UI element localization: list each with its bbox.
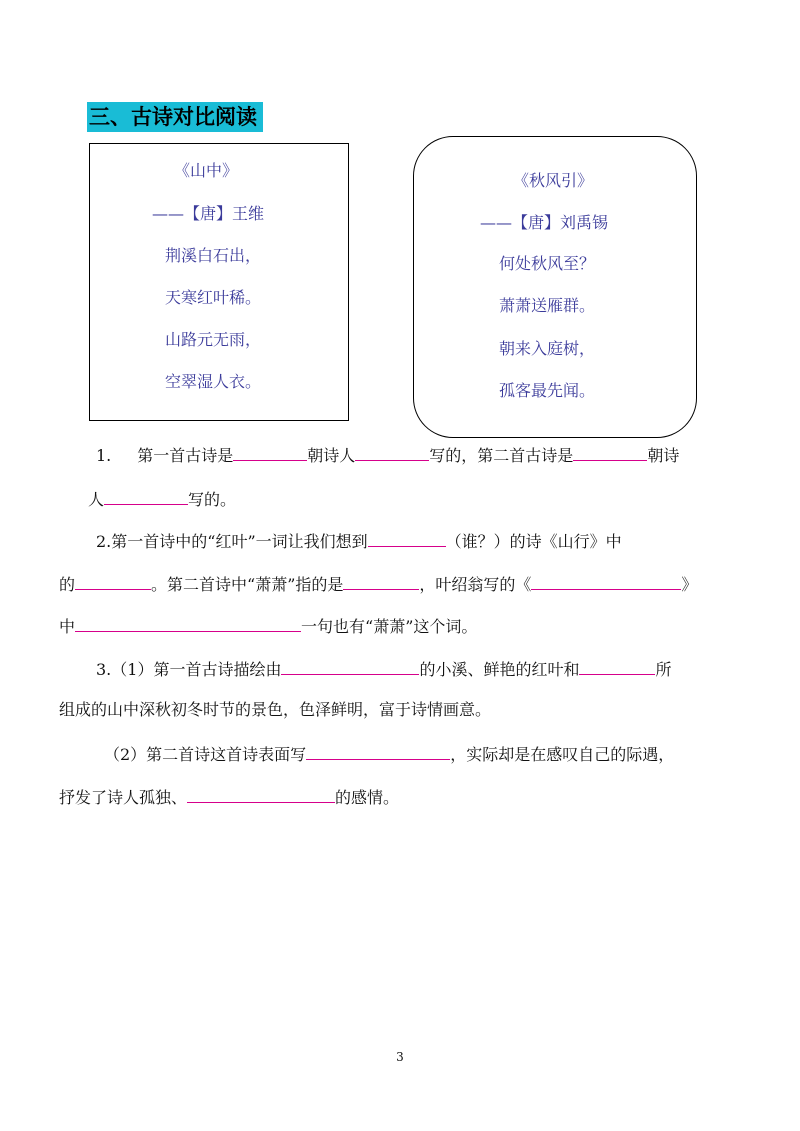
question-1-line-1: 1. 第一首古诗是 朝诗人 写的，第二首古诗是 朝诗 <box>96 442 679 468</box>
question-2-line-1: 2.第一首诗中的“红叶”一词让我们想到 （谁？）的诗《山行》中 <box>96 528 622 554</box>
answer-blank[interactable] <box>355 442 429 461</box>
answer-blank[interactable] <box>368 528 446 547</box>
answer-blank[interactable] <box>75 571 151 590</box>
page-number: 3 <box>396 1050 404 1064</box>
poem1-line-2: 天寒红叶稀。 <box>165 288 262 307</box>
answer-blank[interactable] <box>579 656 655 675</box>
answer-blank[interactable] <box>281 656 419 675</box>
poem2-line-4: 孤客最先闻。 <box>499 381 596 400</box>
answer-blank[interactable] <box>306 741 450 760</box>
answer-blank[interactable] <box>75 613 301 632</box>
answer-blank[interactable] <box>187 784 335 803</box>
poem2-line-3: 朝来入庭树， <box>499 339 596 358</box>
question-1-line-2: 人 写的。 <box>88 486 236 512</box>
poem1-line-1: 荆溪白石出， <box>165 246 262 265</box>
poem2-title: 《秋风引》 <box>513 171 594 190</box>
question-3-2-line-2: 抒发了诗人孤独、 的感情。 <box>59 784 399 810</box>
answer-blank[interactable] <box>343 571 419 590</box>
poem1-line-4: 空翠湿人衣。 <box>165 372 262 391</box>
question-3-2-line-1: （2）第二首诗这首诗表面写 ，实际却是在感叹自己的际遇， <box>104 741 674 767</box>
answer-blank[interactable] <box>531 571 681 590</box>
question-2-line-2: 的 。第二首诗中“萧萧”指的是 ，叶绍翁写的《 》 <box>59 571 697 597</box>
poem1-author: ——【唐】王维 <box>152 204 265 223</box>
poem2-line-2: 萧萧送雁群。 <box>499 296 596 315</box>
poem2-line-1: 何处秋风至？ <box>499 254 596 273</box>
question-2-line-3: 中 一句也有“萧萧”这个词。 <box>59 613 477 639</box>
answer-blank[interactable] <box>233 442 307 461</box>
question-3-line-1: 3.（1）第一首古诗描绘由 的小溪、鲜艳的红叶和 所 <box>96 656 671 682</box>
poem1-title: 《山中》 <box>174 161 239 180</box>
poem1-line-3: 山路元无雨， <box>165 330 262 349</box>
answer-blank[interactable] <box>573 442 647 461</box>
poem2-author: ——【唐】刘禹锡 <box>480 213 609 232</box>
answer-blank[interactable] <box>104 486 188 505</box>
section-heading: 三、古诗对比阅读 <box>87 102 263 132</box>
question-3-line-2: 组成的山中深秋初冬时节的景色，色泽鲜明，富于诗情画意。 <box>59 700 492 719</box>
question-1-number: 1. <box>96 446 112 465</box>
